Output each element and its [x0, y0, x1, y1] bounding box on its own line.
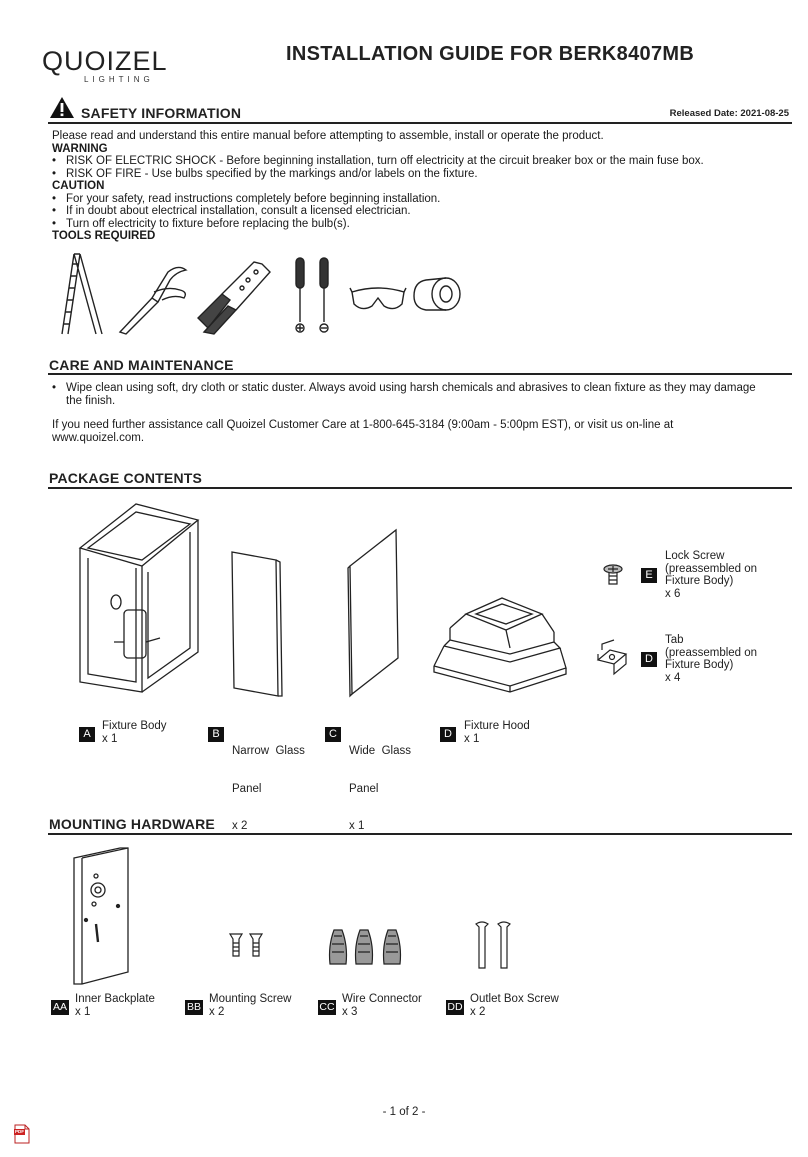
hardware-item-label [75, 993, 155, 1018]
item-qty: x 6 [665, 587, 681, 600]
package-item-label [665, 550, 757, 600]
item-name: Outlet Box Screw [470, 993, 559, 1005]
mounting-screws-drawing [228, 932, 264, 958]
item-qty: x 1 [464, 732, 480, 745]
section-divider [48, 122, 792, 124]
pdf-icon-label: PDF [15, 1129, 24, 1134]
item-name: Wide Glass [349, 745, 411, 757]
assistance-text: If you need further assistance call Quoizel Customer Care at 1-800-645-3184 (9:00am - 5:00pm EST), or visit us on-line at [52, 419, 674, 431]
warning-triangle-icon [49, 96, 75, 119]
narrow-glass-panel-drawing [230, 550, 284, 698]
item-note: (preassembled on [665, 562, 758, 575]
item-badge: AA [52, 1001, 67, 1013]
item-badge: D [440, 727, 456, 742]
pdf-file-icon[interactable] [14, 1124, 30, 1144]
section-divider [48, 373, 792, 375]
item-name-cont: Panel [349, 782, 379, 795]
package-item-label [232, 720, 305, 845]
pliers-icon [118, 262, 190, 334]
item-qty: x 1 [75, 1005, 91, 1018]
package-item-label [349, 720, 411, 845]
item-name-cont: Panel [232, 782, 262, 795]
wide-glass-panel-drawing [346, 528, 402, 696]
item-badge: DD [447, 1001, 463, 1013]
item-note: Fixture Body) [665, 659, 734, 671]
package-item-label [665, 634, 757, 684]
fixture-body-drawing [74, 502, 204, 694]
hardware-item-label [470, 993, 559, 1018]
item-badge: BB [186, 1001, 201, 1013]
outlet-box-screws-drawing [472, 920, 516, 970]
safety-intro: Please read and understand this entire manual before attempting to assemble, install or operate the product. [52, 130, 604, 142]
page-number: - 1 of 2 - [382, 1106, 426, 1118]
item-badge: CC [319, 1001, 335, 1013]
warning-item: • RISK OF ELECTRIC SHOCK - Before beginning installation, turn off electricity at the circuit breaker box or the main fuse box. [52, 155, 792, 168]
care-item: • Wipe clean using soft, dry cloth or static duster. Always avoid using harsh chemicals and abrasives to clean fixture as they may damage [52, 382, 792, 395]
warning-item: • RISK OF FIRE - Use bulbs specified by the markings and/or labels on the fixture. [52, 168, 792, 181]
safety-heading: SAFETY INFORMATION [81, 105, 242, 121]
item-qty: x 1 [102, 732, 118, 745]
released-date: Released Date: 2021-08-25 [669, 108, 789, 119]
item-name: Inner Backplate [75, 993, 155, 1005]
item-name: Tab [665, 634, 684, 646]
brand-logo: QUOIZEL [42, 46, 168, 76]
item-qty: x 2 [209, 1005, 225, 1018]
lock-screw-drawing [602, 564, 624, 586]
caution-item: • If in doubt about electrical installation, consult a licensed electrician. [52, 205, 792, 218]
electrical-tape-icon [412, 276, 462, 312]
hardware-heading: MOUNTING HARDWARE [49, 816, 215, 832]
package-heading: PACKAGE CONTENTS [49, 470, 203, 486]
inner-backplate-drawing [72, 846, 130, 986]
item-badge: B [208, 727, 224, 742]
section-divider [48, 487, 792, 489]
tab-bracket-drawing [596, 640, 632, 676]
brand-logo-subtitle: LIGHTING [84, 75, 154, 84]
caution-item: • For your safety, read instructions completely before beginning installation. [52, 193, 792, 206]
fixture-hood-drawing [430, 596, 568, 692]
tools-label: TOOLS REQUIRED [52, 230, 156, 242]
item-badge: C [325, 727, 341, 742]
screwdrivers-icon [290, 256, 336, 336]
safety-text [52, 130, 792, 243]
item-note: Fixture Body) [665, 575, 734, 587]
caution-item: • Turn off electricity to fixture before replacing the bulb(s). [52, 218, 792, 231]
package-item-label [102, 720, 167, 745]
item-name: Mounting Screw [209, 993, 292, 1005]
care-heading: CARE AND MAINTENANCE [49, 357, 234, 373]
warning-label: WARNING [52, 142, 108, 155]
website-link[interactable]: www.quoizel.com. [52, 431, 145, 444]
care-item-cont: the finish. [66, 394, 116, 407]
item-name: Fixture Body [102, 720, 167, 732]
item-badge: D [641, 652, 657, 667]
item-name: Fixture Hood [464, 720, 530, 732]
item-note: (preassembled on [665, 646, 758, 659]
care-text [52, 382, 792, 444]
item-badge: A [79, 727, 95, 742]
item-name: Wire Connector [342, 993, 422, 1005]
item-qty: x 2 [232, 820, 248, 832]
caution-label: CAUTION [52, 180, 105, 192]
wire-connectors-drawing [326, 924, 406, 968]
ladder-icon [60, 252, 104, 336]
wire-stripper-icon [196, 258, 276, 334]
item-qty: x 2 [470, 1005, 486, 1018]
item-qty: x 3 [342, 1005, 358, 1018]
item-qty: x 1 [349, 820, 365, 832]
safety-glasses-icon [350, 282, 406, 314]
item-badge: E [641, 568, 657, 583]
item-name: Narrow Glass [232, 745, 305, 757]
hardware-item-label [209, 993, 291, 1018]
section-divider [48, 833, 792, 835]
item-name: Lock Screw [665, 550, 725, 562]
hardware-item-label [342, 993, 422, 1018]
document-title: INSTALLATION GUIDE FOR BERK8407MB [286, 43, 695, 65]
package-item-label [464, 720, 530, 745]
item-qty: x 4 [665, 671, 681, 684]
